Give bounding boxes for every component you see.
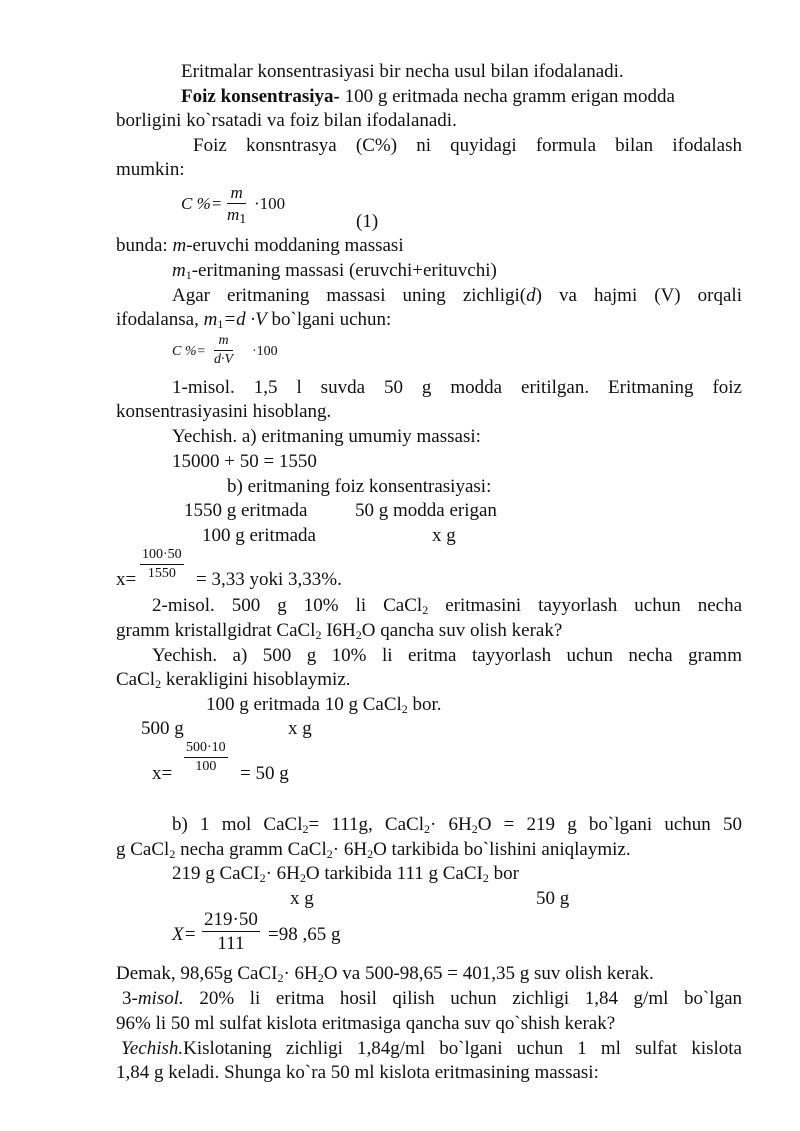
formula-lhs: X=: [172, 924, 197, 945]
text-line: 100 g eritmada: [202, 525, 316, 546]
text-line: mumkin:: [116, 159, 185, 180]
formula-result: = 3,33 yoki 3,33%.: [196, 569, 342, 590]
text-line: Yechish. a) eritmaning umumiy massasi:: [172, 426, 481, 447]
text-line: 219 g CaCI$_2$· $6H_2O$ tarkibida 111 g CaCI$_2$ bor: [172, 863, 519, 885]
equation-number: (1): [356, 211, 379, 232]
text-line: Yechish.Kislotaning zichligi 1,84g/ml bo`lgani uchun 1 ml sulfat kislota: [121, 1038, 742, 1059]
text-line: 1-misol. 1,5 l suvda 50 g modda eritilgan. Eritmaning foiz: [172, 377, 742, 398]
text-line: x g: [432, 525, 456, 546]
text-line: 96% li 50 ml sulfat kislota eritmasiga qancha suv qo`shish kerak?: [116, 1013, 616, 1034]
formula-result: =98 ,65 g: [268, 924, 341, 945]
text-span: 100 g eritmada necha gramm erigan modda: [339, 86, 675, 107]
text-line: 3-misol. 20% li eritma hosil qilish uchun zichligi 1,84 g/ml bo`lgan: [122, 988, 742, 1009]
fraction-denominator: 111: [217, 933, 245, 954]
formula-lhs: x=: [116, 569, 137, 590]
fraction-denominator: d·V: [214, 352, 234, 367]
formula-lhs: C %=: [181, 194, 223, 213]
text-line: Agar eritmaning massasi uning zichligi(d) va hajmi (V) orqali: [172, 285, 742, 306]
fraction-denominator: 1550: [147, 566, 176, 581]
text-line: 50 g: [536, 888, 570, 909]
text-line: Yechish. a) 500 g 10% li eritma tayyorlash uchun necha gramm: [152, 645, 742, 666]
text-line: ifodalansa, $m_1=d \cdot V$ bo`lgani uchun:: [116, 309, 392, 331]
text-line: x g: [290, 888, 314, 909]
fraction: [184, 741, 228, 774]
fraction: [140, 548, 184, 581]
formula-x3: [172, 910, 392, 960]
text-line: Eritmalar konsentrasiyasi bir necha usul bilan ifodalanadi.: [181, 61, 624, 82]
text-line: CaCl$_2$ kerakligini hisoblaymiz.: [116, 669, 351, 691]
formula-tail: ·100: [252, 344, 278, 359]
formula-tail: ·100: [254, 194, 286, 213]
fraction-denominator: 100: [195, 759, 217, 774]
text-line: 15000 + 50 = 1550: [172, 451, 317, 472]
formula-lhs: C %=: [172, 344, 206, 359]
text-line: gramm kristallgidrat CaCl$_2$ $I6H_2O$ qancha suv olish kerak?: [116, 620, 563, 642]
text-line: konsentrasiyasini hisoblang.: [116, 401, 332, 422]
text-line: $m_1$-eritmaning massasi (eruvchi+erituvchi): [172, 260, 497, 282]
text-line: bunda: m-eruvchi moddaning massasi: [116, 235, 404, 256]
text-line: Foiz konsntrasya (C%) ni quyidagi formula bilan ifodalash: [193, 135, 742, 156]
term-bold: Foiz konsentrasiya-: [181, 86, 340, 107]
text-line: x g: [288, 718, 312, 739]
text-line: b) eritmaning foiz konsentrasiyasi:: [227, 476, 492, 497]
formula-result: = 50 g: [240, 763, 289, 784]
formula-lhs: x=: [152, 763, 173, 784]
fraction: [214, 334, 233, 367]
text-line: b) 1 mol CaCl$_2$= 111g, CaCl$_2$· $6H_2O = 219$ g bo`lgani uchun 50: [172, 814, 742, 836]
formula-x1: [116, 548, 416, 590]
fraction-numerator: 219·50: [204, 909, 258, 930]
formula-1: [181, 184, 301, 226]
text-line: 50 g modda erigan: [355, 500, 497, 521]
text-line: 2-misol. 500 g 10% li CaCl$_2$ eritmasini tayyorlash uchun necha: [152, 595, 743, 617]
fraction-numerator: 100·50: [140, 548, 184, 565]
text-line: [181, 85, 675, 109]
fraction-numerator: 500·10: [184, 741, 228, 758]
fraction: [227, 183, 247, 227]
fraction-numerator: m: [214, 334, 233, 351]
text-line: borligini ko`rsatadi va foiz bilan ifodalanadi.: [116, 110, 457, 131]
formula-2: [172, 334, 302, 374]
text-line: 1,84 g keladi. Shunga ko`ra 50 ml kislota eritmasining massasi:: [116, 1062, 599, 1083]
text-line: 1550 g eritmada: [184, 500, 308, 521]
fraction-denominator: $m_1$: [227, 205, 247, 227]
fraction: [202, 910, 260, 953]
text-line: Demak, 98,65g CaCI$_2$· $6H_2O$ va 500-98,65 = 401,35 g suv olish kerak.: [116, 963, 654, 985]
formula-x2: [152, 741, 352, 783]
text-line: 500 g: [141, 718, 184, 739]
text-line: g CaCl$_2$ necha gramm CaCl$_2$· $6H_2O$ tarkibida bo`lishini aniqlaymiz.: [116, 839, 631, 861]
text-line: 100 g eritmada 10 g CaCl$_2$ bor.: [206, 694, 442, 716]
fraction-numerator: m: [227, 184, 246, 204]
